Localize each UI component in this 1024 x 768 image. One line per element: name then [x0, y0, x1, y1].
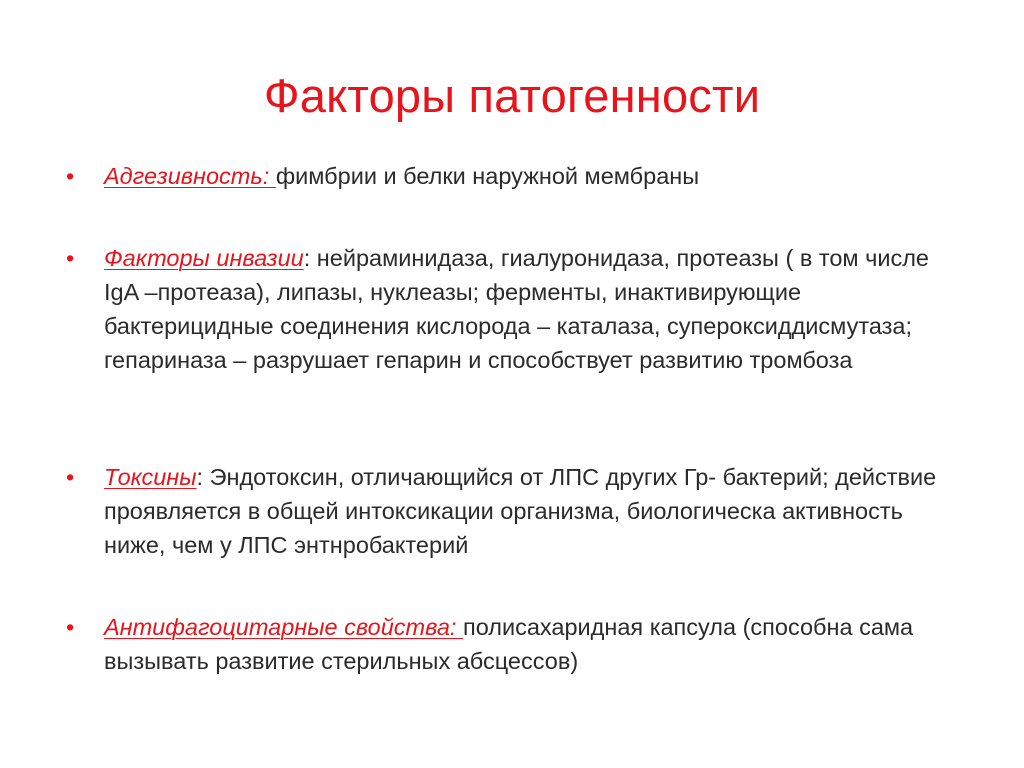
- item-text: : нейраминидаза, гиалуронидаза, протеазы ( в том числе IgA –протеаза), липазы, нуклеазы; ферменты, инактивирующие бактерицидные соединения кислорода – каталаза, супероксиддисмутаза; гепариназа – разрушает гепарин и способствует развитию тромбоза: [104, 245, 930, 373]
- list-item-antiphagocytic: [60, 610, 950, 678]
- term-label: Антифагоцитарные свойства:: [104, 614, 463, 640]
- term-label: Токсины: [104, 464, 197, 490]
- term-label: Факторы инвазии: [104, 245, 304, 271]
- slide-title: Факторы патогенности: [263, 69, 761, 122]
- bullet-icon: •: [66, 614, 75, 640]
- bullet-icon: •: [66, 464, 75, 490]
- bullet-icon: •: [66, 245, 75, 271]
- bullet-icon: •: [66, 163, 75, 189]
- list-item-adhesiveness: [60, 159, 699, 193]
- item-text: полисахаридная капсула (способна сама вызывать развитие стерильных абсцессов): [104, 614, 914, 674]
- term-label: Адгезивность:: [104, 163, 276, 189]
- list-item-toxins: [60, 460, 950, 562]
- item-text: : Эндотоксин, отличающийся от ЛПС других Гр- бактерий; действие проявляется в общей интоксикации организма, биологическа активность ниже, чем у ЛПС энтнробактерий: [104, 464, 937, 558]
- list-item-invasion-factors: [60, 241, 950, 377]
- item-text: фимбрии и белки наружной мембраны: [275, 163, 700, 189]
